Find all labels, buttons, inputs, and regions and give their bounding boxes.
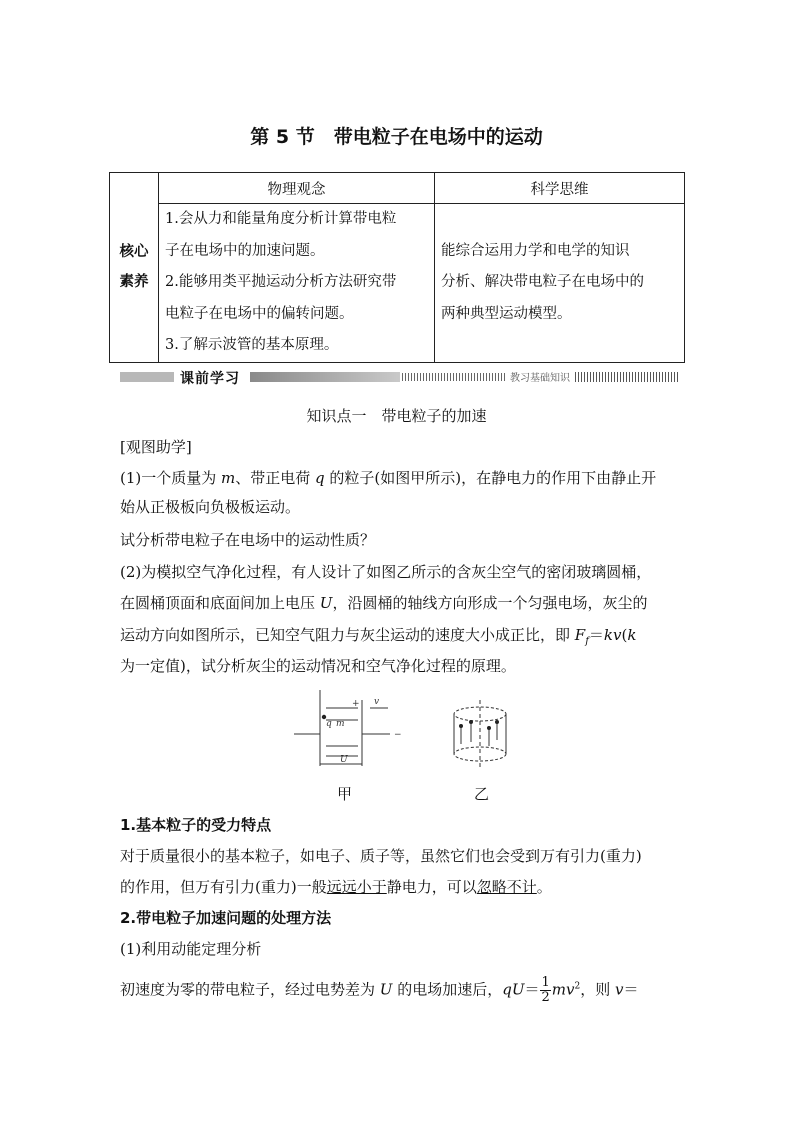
section-heading: 知识点一 带电粒子的加速 <box>306 407 487 425</box>
side-label-2: 素养 <box>119 274 149 291</box>
point1-line2: 的作用，但万有引力(重力)一般远远小于静电力，可以忽略不计。 <box>120 878 552 896</box>
thinking-line: 两种典型运动模型。 <box>441 305 572 322</box>
col-header-physics-concept: 物理观念 <box>159 173 435 204</box>
physics-concept-cell <box>159 204 435 363</box>
point1-line1: 对于质量很小的基本粒子，如电子、质子等，虽然它们也会受到万有引力(重力) <box>120 847 642 865</box>
para1-line1: (1)一个质量为 m、带正电荷 q 的粒子(如图甲所示)，在静电力的作用下由静止开 <box>120 469 657 487</box>
side-label-1: 核心 <box>119 244 149 261</box>
fig-U-label: U <box>340 755 348 765</box>
figure-label-jia: 甲 <box>337 785 353 803</box>
fraction-one-half: $\frac{1}{2}$ <box>541 975 550 1005</box>
point2-title: 2.带电粒子加速问题的处理方法 <box>120 909 332 927</box>
fig-minus-label: − <box>394 730 402 740</box>
band-label-secondary: 教习基础知识 <box>510 373 570 384</box>
underlined-term: 忽略不计 <box>476 878 537 896</box>
core-literacy-table <box>109 172 685 363</box>
underlined-term: 远远小于 <box>326 878 387 896</box>
fig-plus-label: + <box>352 699 360 709</box>
concept-line: 子在电场中的加速问题。 <box>165 242 325 259</box>
band-stripes <box>402 373 507 381</box>
para2-line3: 运动方向如图所示，已知空气阻力与灰尘运动的速度大小成正比，即 $F_f=kv(k$ <box>120 626 637 647</box>
figure-diagrams <box>290 686 530 772</box>
dust-arrowheads <box>459 720 499 730</box>
last-line: 初速度为零的带电粒子，经过电势差为 U 的电场加速后，qU＝ $\frac{1}{2}$ $mv^2$，则 v＝ <box>120 975 639 1005</box>
thinking-line: 分析、解决带电粒子在电场中的 <box>441 274 644 290</box>
band-bar <box>250 372 400 382</box>
figure-label-yi: 乙 <box>474 785 490 803</box>
band-label: 课前学习 <box>180 371 240 387</box>
concept-line: 电粒子在电场中的偏转问题。 <box>165 305 354 322</box>
question1: 试分析带电粒子在电场中的运动性质？ <box>120 531 376 549</box>
fig-v-label: v <box>374 697 380 707</box>
figure-yi-cylinder <box>454 700 506 768</box>
col-header-scientific-thinking: 科学思维 <box>435 173 685 204</box>
band-bar <box>120 372 174 382</box>
point1-title: 1.基本粒子的受力特点 <box>120 816 272 834</box>
page-title: 第 5 节 带电粒子在电场中的运动 <box>250 126 543 148</box>
section-band <box>120 370 679 386</box>
para2-line1: (2)为模拟空气净化过程，有人设计了如图乙所示的含灰尘空气的密闭玻璃圆桶， <box>120 563 652 581</box>
fig-q-label: q <box>326 719 332 729</box>
concept-line: 1.会从力和能量角度分析计算带电粒 <box>165 211 397 227</box>
core-literacy-label <box>110 173 159 363</box>
scientific-thinking-cell <box>435 204 685 363</box>
para2-line4: 为一定值)，试分析灰尘的运动情况和空气净化过程的原理。 <box>120 657 516 675</box>
band-stripes <box>575 372 679 382</box>
fig-m-label: m <box>336 719 345 729</box>
concept-line: 3.了解示波管的基本原理。 <box>165 337 339 353</box>
point2-sub: (1)利用动能定理分析 <box>120 940 262 958</box>
concept-line: 2.能够用类平抛运动分析方法研究带 <box>165 274 397 290</box>
para1-line2: 始从正极板向负极板运动。 <box>120 498 301 516</box>
guide-label: [观图助学] <box>120 438 192 456</box>
thinking-line: 能综合运用力学和电学的知识 <box>441 242 630 259</box>
para2-line2: 在圆桶顶面和底面间加上电压 U，沿圆桶的轴线方向形成一个匀强电场，灰尘的 <box>120 594 648 612</box>
